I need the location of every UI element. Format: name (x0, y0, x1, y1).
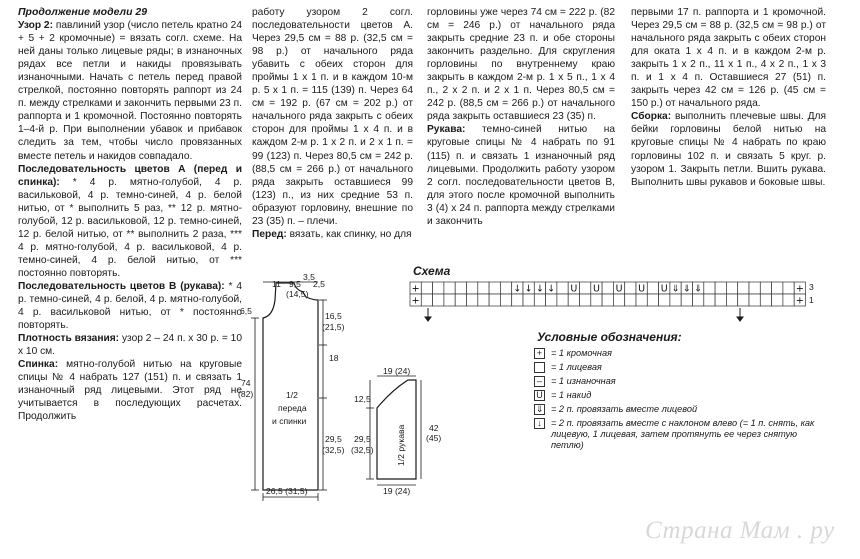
yarn-over-icon: U (534, 390, 545, 401)
schema-cell (500, 282, 511, 294)
dim-right-18: 18 (329, 353, 339, 363)
schema-cell (455, 282, 466, 294)
schema-cell (613, 294, 624, 306)
dim-left-6-5: 6,5 (240, 306, 252, 316)
sleeve-dim-29-5: 29,5 (354, 434, 371, 444)
schema-cell (715, 294, 726, 306)
dim-top-2-5: 2,5 (313, 279, 325, 289)
schema-cell (444, 294, 455, 306)
legend-item-ssk (534, 418, 821, 451)
body-outline (263, 283, 318, 490)
schema-cell (568, 294, 579, 306)
schema-cell-symbol: U (660, 283, 668, 295)
legend-item-knit (534, 362, 821, 373)
legend-text-purl: = 1 изнаночная (551, 376, 616, 386)
density-heading: Плотность вязания: (18, 333, 120, 345)
schema-cell (704, 294, 715, 306)
legend-text-knit: = 1 лицевая (551, 362, 602, 372)
color-seq-a-heading: Последовательность цветов А (перед и спинка): (18, 163, 242, 188)
schema-cell (772, 294, 783, 306)
dim-top-9-5: 9,5 (289, 279, 301, 289)
schema-cell (783, 282, 794, 294)
dim-bottom-body: 26,5 (31,5) (266, 486, 308, 496)
schema-cell (591, 294, 602, 306)
schema-cell (523, 294, 534, 306)
schema-cell (738, 282, 749, 294)
edge-stitch-icon: + (534, 348, 545, 359)
legend-text-ssk: = 2 п. провязать вместе с наклоном влево (= 1 п. снять, как лицевую, 1 лицевая, затем протянуть ее через снятую петлю) (551, 418, 815, 450)
schema-cell (715, 282, 726, 294)
color-seq-a-text: * 4 р. мятно-голубой, 4 р. васильковой, 4 р. темно-синей, 4 р. белой нитью, от * выполнить 5 раз, ** 12 р. мятно-голубой, 12 р. васильковой, 12 р. темно-синей, 12 р. белой нитью, от ** выполнить 2 раза, *** 4 р. мятно-голубой, 4 р. васильковой, 4 р. темно-синей, 4 р. белой нитью, от *** постоянно повторять. (18, 176, 242, 279)
legend-item-purl (534, 376, 821, 387)
legend-item-k2tog (534, 404, 821, 415)
body-label-back: и спинки (272, 416, 307, 426)
schema-cell (636, 294, 647, 306)
sleeve-dim-32-5: (32,5) (351, 445, 374, 455)
schema-cell-symbol: ↓ (535, 283, 544, 295)
schema-cell-symbol: + (795, 295, 804, 307)
schema-grid (410, 282, 806, 307)
dim-top-11: 11 (272, 279, 281, 289)
schema-cell-symbol: + (795, 283, 804, 295)
schema-cell-symbol: ↓ (547, 283, 556, 295)
schema-cell (602, 294, 613, 306)
schema-cell (760, 282, 771, 294)
schema-cell (467, 282, 478, 294)
schema-cell (681, 294, 692, 306)
front-heading: Перед: (252, 228, 287, 240)
schema-cell (625, 294, 636, 306)
schema-cell (433, 282, 444, 294)
legend-text-yarnover: = 1 накид (551, 390, 592, 400)
body-label-half: 1/2 (286, 390, 298, 400)
schema-cell (467, 294, 478, 306)
schema-cell (580, 282, 591, 294)
schema-cell-symbol: U (638, 283, 646, 295)
schema-cell (760, 294, 771, 306)
schema-cell (433, 294, 444, 306)
schema-cell (625, 282, 636, 294)
sleeve-dim-45: (45) (426, 433, 442, 443)
dim-top-3-5: 3,5 (303, 272, 315, 282)
schema-cell (421, 294, 432, 306)
k2tog-icon: ⇓ (535, 404, 544, 414)
schema-cell (670, 294, 681, 306)
back-heading: Спинка: (18, 359, 59, 371)
schema-cell-symbol: U (592, 283, 600, 295)
sleeve-dim-top: 19 (24) (383, 366, 411, 376)
density-text: узор 2 – 24 п. х 30 р. = 10 х 10 см. (18, 333, 242, 358)
schema-cell-symbol: ↓ (513, 283, 522, 295)
sleeves-text: темно-синей нитью на круговые спицы № 4 набрать по 91 (115) п. и связать 1 изнаночный ряд лицевыми. Продолжить работу узором 2 согл. последовательности цветов В, для этого после кромочной выполнить 3 (4) х 24 п. раппорта между стрелками и закончить (427, 124, 615, 227)
schema-cell (512, 294, 523, 306)
purl-stitch-icon: – (534, 376, 545, 387)
dim-left-82: (82) (238, 389, 254, 399)
schema-cell (444, 282, 455, 294)
schema-cell (749, 282, 760, 294)
dim-right-29-5: 29,5 (325, 434, 342, 444)
schema-cell (534, 294, 545, 306)
pattern2-heading: Узор 2: (18, 20, 53, 32)
schema-cell (726, 282, 737, 294)
schema-cell (557, 294, 568, 306)
schema-cell (738, 294, 749, 306)
knit-stitch-icon (534, 362, 545, 373)
back-text: мятно-голубой нитью на круговые спицы № 4 набрать 127 (151) п. и связать 1 изнаночный ряд лицевыми. Этот ряд не учитывается в последующих расчетах. Продолжить (18, 359, 242, 423)
schema-cell-symbol: ⇓ (694, 283, 703, 295)
assembly-heading: Сборка: (631, 111, 672, 123)
schema-cell (749, 294, 760, 306)
sleeves-heading: Рукава: (427, 124, 466, 136)
sleeve-dim-42: 42 (429, 423, 439, 433)
schema-cell (783, 294, 794, 306)
dim-right-32-5: (32,5) (322, 445, 345, 455)
schema-cell (659, 294, 670, 306)
sleeve-pattern (366, 376, 421, 485)
schema-cell (489, 282, 500, 294)
legend-text-edge: = 1 кромочная (551, 348, 612, 358)
dim-right-21-5: (21,5) (322, 322, 345, 332)
dim-top-14-5: (14,5) (286, 289, 309, 299)
dim-left-74: 74 (241, 378, 251, 388)
schema-row-3: 3 (809, 282, 814, 292)
legend-text-k2tog: = 2 п. провязать вместе лицевой (551, 404, 698, 414)
schema-cell (546, 294, 557, 306)
dim-right-16-5: 16,5 (325, 311, 342, 321)
schema-cell (421, 282, 432, 294)
legend-item-yarnover (534, 390, 821, 401)
color-seq-b-text: * 4 р. темно-синей, 4 р. белой, 4 р. мятно-голубой, 4 р. васильковой нитью, от * постоянно повторять. (18, 280, 242, 332)
pattern2-text: павлиний узор (число петель кратно 24 + 5 + 2 кромочные) = вязать согл. схеме. На ней даны только лицевые ряды; в изнаночных рядах все петли и накиды провязывать изнаночными. Начать с петель перед правой стрелкой, постоянно повторять раппорт из 24 п. между стрелками и закончить первыми 23 п. раппорта и 1 кромочной. Постоянно повторять 1–4-й р. При выполнении убавок и прибавок следить за тем, чтобы число провязанных вместе петель и накидов совпадало. (18, 20, 243, 162)
front-text: вязать, как спинку, но для (289, 228, 412, 240)
schema-cell (726, 294, 737, 306)
neckline-text: горловины уже через 74 см = 222 р. (82 см = 246 р.) от начального ряда закрыть средние 23 п. и обе стороны закончить раздельно. Для скругления горловины по внутреннему краю закрыть в каждом 2-м р. 1 х 5 п., 1 х 4 п., 2 х 2 п. и 2 х 1 п. Через 80,5 см = 242 р. (88,5 см = 266 р.) от начального ряда закрыть оставшиеся 23 (35) п. (427, 7, 615, 123)
schema-cell-symbol: ⇓ (682, 283, 691, 295)
assembly-text: выполнить плечевые швы. Для бейки горловины белой нитью на круговые спицы № 4 набрать по краю горловины 102 п. и связать 5 круг. р. узором 1. Закрыть петли. Вшить рукава. Выполнить швы рукавов и боковые швы. (631, 111, 826, 188)
schema-cell (647, 294, 658, 306)
back-continued-text: работу узором 2 согл. последовательности цветов А. Через 29,5 см = 88 р. (32,5 см = 98 р.) от начального ряда убавить с обеих сторон для проймы 1 х 1 п. и в каждом 10-м р. 5 х 1 п. = 115 (139) п. Через 64 см = 192 р. (67 см = 202 р.) от начального ряда закрыть с обеих сторон для проймы 1 х 4 п. и в каждом 2-м р. 1 х 2 п. и 2 х 1 п. = 99 (123) п. Через 80,5 см = 242 р. (88,5 см = 266 р.) от начального ряда закрыть оставшиеся 99 (123) п., из них средние 53 п. образуют горловину, внешние по 23 (35) п. – плечи. (252, 7, 413, 227)
schema-title: Схема (413, 264, 451, 278)
schema-cell (693, 294, 704, 306)
body-label-front: переда (278, 403, 307, 413)
ssk-icon: ↓ (534, 418, 545, 429)
schema-cell (704, 282, 715, 294)
sleeve-label: 1/2 рукава (396, 424, 406, 466)
schema-cell (647, 282, 658, 294)
schema-cell-symbol: ↓ (524, 283, 533, 295)
schema-cell-symbol: + (411, 295, 420, 307)
model-title: Продолжение модели 29 (18, 6, 148, 18)
schema-cell (772, 282, 783, 294)
schema-cell-symbol: + (411, 283, 420, 295)
color-seq-b-heading: Последовательность цветов В (рукава): (18, 280, 225, 292)
schema-cell (580, 294, 591, 306)
schema-cell (455, 294, 466, 306)
schema-cell-symbol: U (570, 283, 578, 295)
schema-cell-symbol: U (615, 283, 623, 295)
schema-cell (489, 294, 500, 306)
schema-row-1: 1 (809, 295, 814, 305)
schema-cell (478, 282, 489, 294)
site-watermark: Страна Мам . ру (645, 517, 835, 544)
legend-item-edge (534, 348, 821, 359)
sleeves-continued-text: первыми 17 п. раппорта и 1 кромочной. Через 29,5 см = 88 р. (32,5 см = 98 р.) от начального ряда закрыть с обеих сторон для оката 1 х 4 п. и в каждом 2-м р. закрыть 1 х 2 п., 11 х 1 п., 4 х 2 п., 1 х 3 п. и 1 х 4 п. Оставшиеся 27 (51) п. закрыть через 42 см = 126 р. (45 см = 150 р.) от начального ряда. (631, 7, 826, 110)
schema-cell (602, 282, 613, 294)
schema-cell (557, 282, 568, 294)
sleeve-dim-12-5: 12,5 (354, 394, 371, 404)
legend-title: Условные обозначения: (537, 330, 682, 344)
schema-arrows (425, 308, 743, 321)
sleeve-dim-bottom: 19 (24) (383, 486, 411, 496)
schema-cell-symbol: ⇓ (671, 283, 680, 295)
schema-cell (478, 294, 489, 306)
schema-cell (500, 294, 511, 306)
